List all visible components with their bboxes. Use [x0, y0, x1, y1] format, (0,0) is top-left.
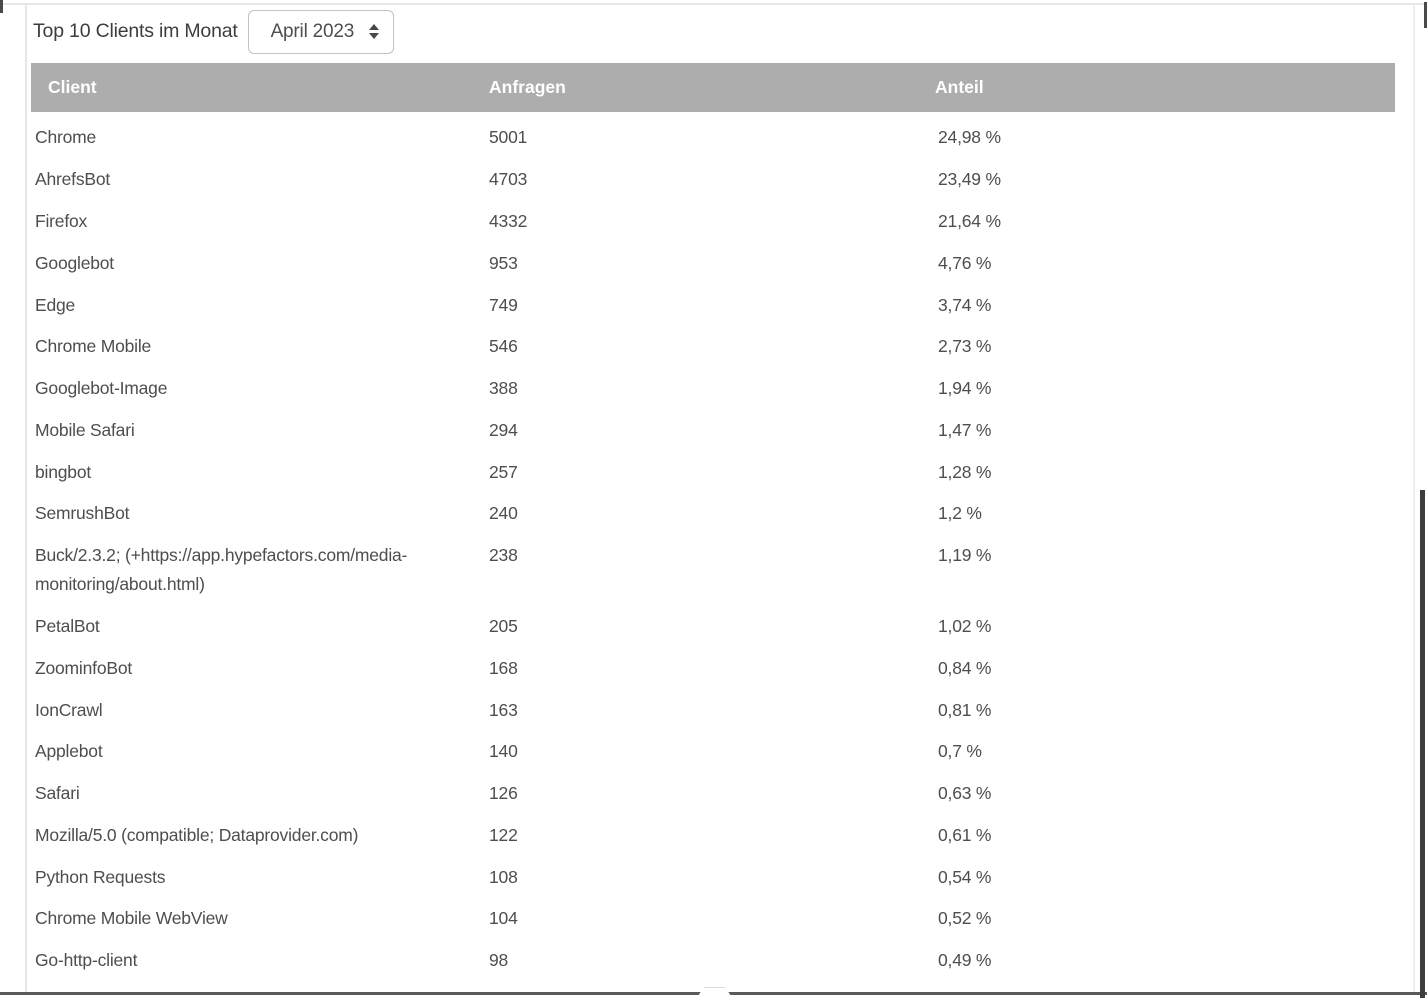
client-cell: Mobile Safari: [35, 419, 135, 440]
share-cell: 0,54 %: [938, 866, 992, 887]
table-row: [31, 606, 1395, 648]
table-row: [31, 856, 1395, 898]
top-left-edge-mark: [0, 0, 3, 13]
client-cell: Mozilla/5.0 (compatible; Dataprovider.com): [35, 824, 359, 845]
updown-arrows-icon: [369, 24, 379, 39]
client-cell: Chrome Mobile WebView: [35, 908, 228, 929]
share-cell: 1,28 %: [938, 461, 992, 482]
table-row: [31, 117, 1395, 159]
table-body: [31, 117, 1395, 982]
requests-cell: 98: [489, 950, 509, 971]
share-cell: 0,7 %: [938, 741, 982, 762]
share-cell: 0,61 %: [938, 824, 992, 845]
share-cell: 1,94 %: [938, 378, 992, 399]
share-cell: 3,74 %: [938, 294, 992, 315]
share-cell: 1,2 %: [938, 503, 982, 524]
share-cell: 0,63 %: [938, 783, 992, 804]
table-row: [31, 242, 1395, 284]
table-row: [31, 731, 1395, 773]
client-cell: PetalBot: [35, 615, 100, 636]
requests-cell: 5001: [489, 127, 528, 148]
table-row: [31, 647, 1395, 689]
client-cell: Safari: [35, 783, 80, 804]
client-cell: Buck/2.3.2; (+https://app.hypefactors.com/media-monitoring/about.html): [35, 545, 408, 595]
requests-cell: 140: [489, 741, 518, 762]
share-cell: 0,81 %: [938, 699, 992, 720]
share-cell: 1,02 %: [938, 615, 992, 636]
client-cell: Go-http-client: [35, 950, 138, 971]
client-cell: Googlebot: [35, 252, 114, 273]
client-cell: Chrome Mobile: [35, 336, 152, 357]
table-header-row: [31, 63, 1395, 112]
requests-cell: 122: [489, 824, 518, 845]
table-row: [31, 326, 1395, 368]
scrollbar-track[interactable]: [1413, 4, 1415, 993]
client-cell: IonCrawl: [35, 699, 103, 720]
share-cell: 0,49 %: [938, 950, 992, 971]
table-row: [31, 898, 1395, 940]
share-cell: 21,64 %: [938, 210, 1001, 231]
client-cell: bingbot: [35, 461, 92, 482]
bottom-border-left: [0, 992, 702, 995]
requests-cell: 108: [489, 866, 518, 887]
bottom-border-right: [727, 992, 1427, 995]
requests-cell: 388: [489, 378, 518, 399]
client-cell: Firefox: [35, 210, 88, 231]
requests-cell: 163: [489, 699, 518, 720]
share-cell: 4,76 %: [938, 252, 992, 273]
requests-cell: 257: [489, 461, 518, 482]
client-cell: Googlebot-Image: [35, 378, 168, 399]
requests-cell: 294: [489, 419, 518, 440]
table-row: [31, 815, 1395, 857]
requests-cell: 546: [489, 336, 518, 357]
table-row: [31, 940, 1395, 982]
left-border-line: [25, 4, 27, 993]
requests-cell: 238: [489, 545, 518, 566]
title-bar: [31, 0, 1395, 63]
column-header-client: Client: [48, 77, 97, 97]
share-cell: 24,98 %: [938, 127, 1001, 148]
requests-cell: 953: [489, 252, 518, 273]
requests-cell: 126: [489, 783, 518, 804]
requests-cell: 205: [489, 615, 518, 636]
client-cell: AhrefsBot: [35, 169, 111, 190]
table-row: [31, 409, 1395, 451]
table-row: [31, 201, 1395, 243]
table-row: [31, 451, 1395, 493]
table-row: [31, 368, 1395, 410]
table-row: [31, 493, 1395, 535]
table-row: [31, 159, 1395, 201]
page-title: Top 10 Clients im Monat: [33, 20, 238, 42]
month-select-value: April 2023: [270, 20, 355, 42]
client-cell: ZoominfoBot: [35, 657, 133, 678]
clients-panel: [31, 0, 1395, 982]
requests-cell: 240: [489, 503, 518, 524]
scrollbar-thumb[interactable]: [1420, 490, 1425, 998]
requests-cell: 104: [489, 908, 518, 929]
share-cell: 2,73 %: [938, 336, 992, 357]
share-cell: 1,47 %: [938, 419, 992, 440]
table-row: [31, 689, 1395, 731]
table-row: [31, 535, 1395, 606]
bottom-border-notch: [698, 987, 731, 996]
client-cell: Edge: [35, 294, 76, 315]
requests-cell: 749: [489, 294, 518, 315]
month-select[interactable]: [248, 10, 395, 54]
share-cell: 1,19 %: [938, 545, 992, 566]
share-cell: 0,52 %: [938, 908, 992, 929]
client-cell: Chrome: [35, 127, 97, 148]
requests-cell: 168: [489, 657, 518, 678]
column-header-requests: Anfragen: [489, 77, 566, 97]
column-header-share: Anteil: [935, 77, 984, 97]
requests-cell: 4703: [489, 169, 528, 190]
client-cell: Applebot: [35, 741, 103, 762]
client-cell: SemrushBot: [35, 503, 130, 524]
requests-cell: 4332: [489, 210, 528, 231]
share-cell: 0,84 %: [938, 657, 992, 678]
table-row: [31, 773, 1395, 815]
client-cell: Python Requests: [35, 866, 166, 887]
table-row: [31, 284, 1395, 326]
share-cell: 23,49 %: [938, 169, 1001, 190]
